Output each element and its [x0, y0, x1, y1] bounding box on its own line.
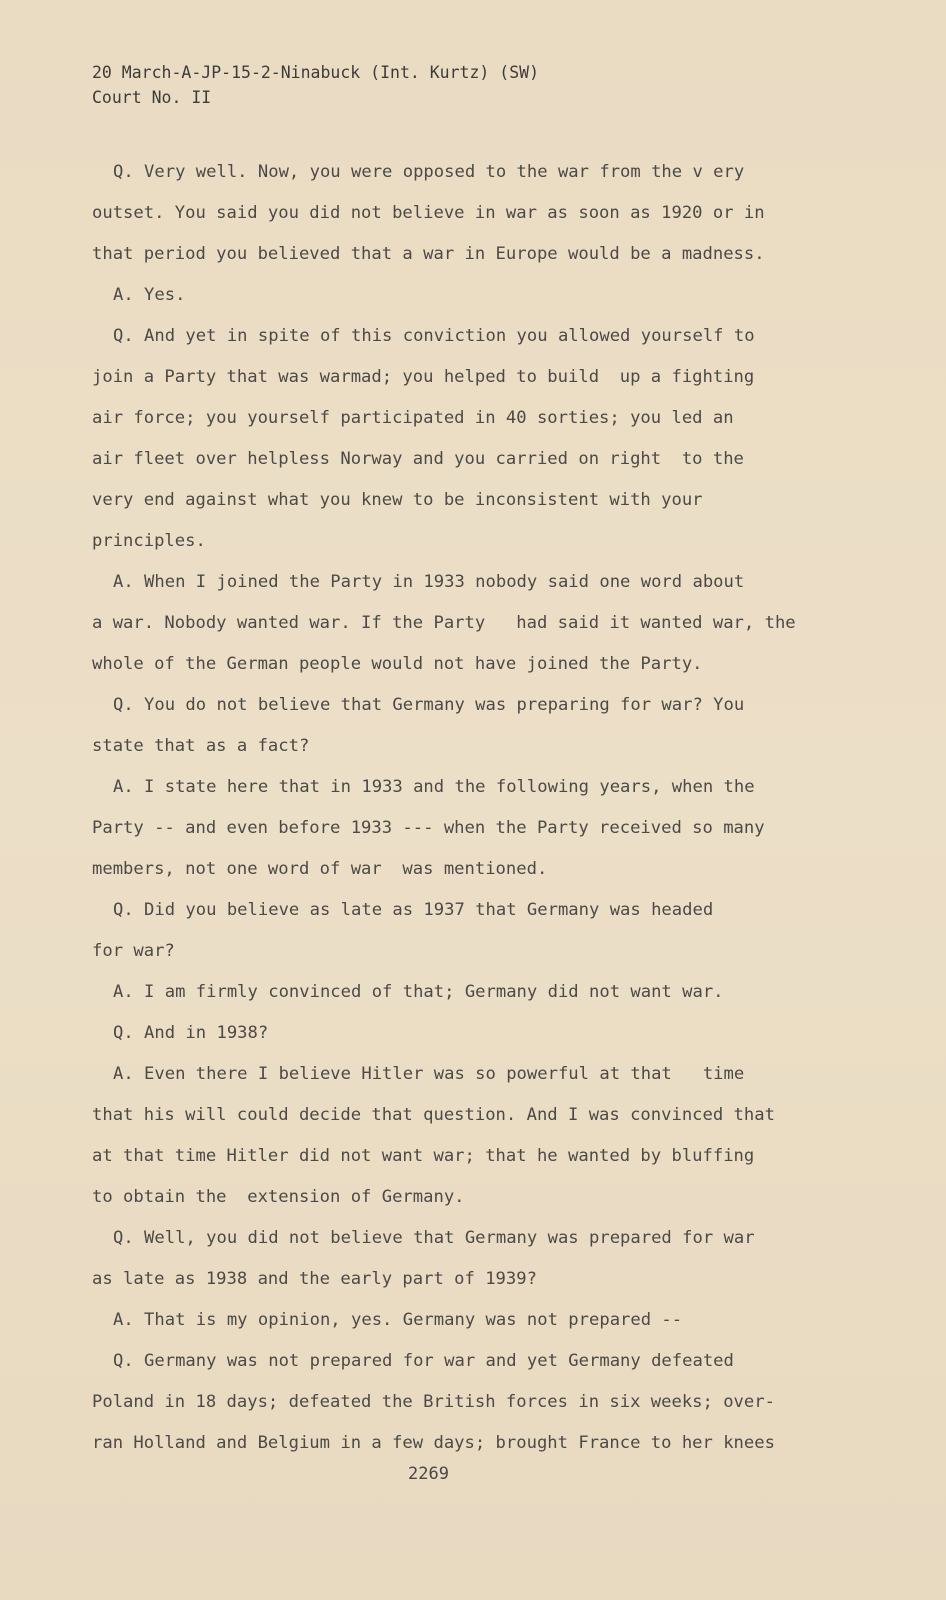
transcript-line: whole of the German people would not have joined the Party. — [92, 654, 703, 674]
header-case-line: 20 March-A-JP-15-2-Ninabuck (Int. Kurtz) (SW) — [92, 63, 540, 82]
transcript-line: a war. Nobody wanted war. If the Party had said it wanted war, the — [92, 613, 796, 633]
transcript-line: to obtain the extension of Germany. — [92, 1187, 465, 1207]
transcript-line: A. Yes. — [113, 285, 186, 305]
transcript-line: A. That is my opinion, yes. Germany was not prepared -- — [113, 1310, 683, 1330]
transcript-line: Q. And in 1938? — [113, 1023, 269, 1043]
transcript-line: for war? — [92, 941, 175, 961]
transcript-line: that period you believed that a war in Europe would be a madness. — [92, 244, 765, 264]
transcript-line: A. I state here that in 1933 and the following years, when the — [113, 777, 755, 797]
transcript-line: as late as 1938 and the early part of 1939? — [92, 1269, 537, 1289]
document-header — [92, 60, 539, 110]
transcript-line: ran Holland and Belgium in a few days; brought France to her knees — [92, 1433, 775, 1453]
transcript-line: that his will could decide that question. And I was convinced that — [92, 1105, 775, 1125]
transcript-line: air fleet over helpless Norway and you carried on right to the — [92, 449, 744, 469]
transcript-line: Poland in 18 days; defeated the British forces in six weeks; over- — [92, 1392, 775, 1412]
transcript-line: A. When I joined the Party in 1933 nobody said one word about — [113, 572, 745, 592]
transcript-line: A. I am firmly convinced of that; Germany did not want war. — [113, 982, 724, 1002]
transcript-line: Q. You do not believe that Germany was preparing for war? You — [113, 695, 745, 715]
transcript-line: Q. Did you believe as late as 1937 that Germany was headed — [113, 900, 714, 920]
page-number: 2269 — [408, 1464, 449, 1484]
transcript-line: Q. Very well. Now, you were opposed to the war from the v ery — [113, 162, 745, 182]
transcript-line: join a Party that was warmad; you helped to build up a fighting — [92, 367, 755, 387]
transcript-line: state that as a fact? — [92, 736, 310, 756]
transcript-line: members, not one word of war was mentioned. — [92, 859, 548, 879]
transcript-line: Q. And yet in spite of this conviction you allowed yourself to — [113, 326, 755, 346]
transcript-line: very end against what you knew to be inconsistent with your — [92, 490, 703, 510]
transcript-line: principles. — [92, 531, 206, 551]
transcript-line: outset. You said you did not believe in war as soon as 1920 or in — [92, 203, 765, 223]
transcript-line: air force; you yourself participated in 40 sorties; you led an — [92, 408, 734, 428]
transcript-line: Q. Germany was not prepared for war and yet Germany defeated — [113, 1351, 734, 1371]
transcript-line: Party -- and even before 1933 --- when the Party received so many — [92, 818, 765, 838]
transcript-line: Q. Well, you did not believe that Germany was prepared for war — [113, 1228, 755, 1248]
header-court-line: Court No. II — [92, 88, 212, 107]
transcript-line: at that time Hitler did not want war; that he wanted by bluffing — [92, 1146, 755, 1166]
transcript-line: A. Even there I believe Hitler was so powerful at that time — [113, 1064, 745, 1084]
